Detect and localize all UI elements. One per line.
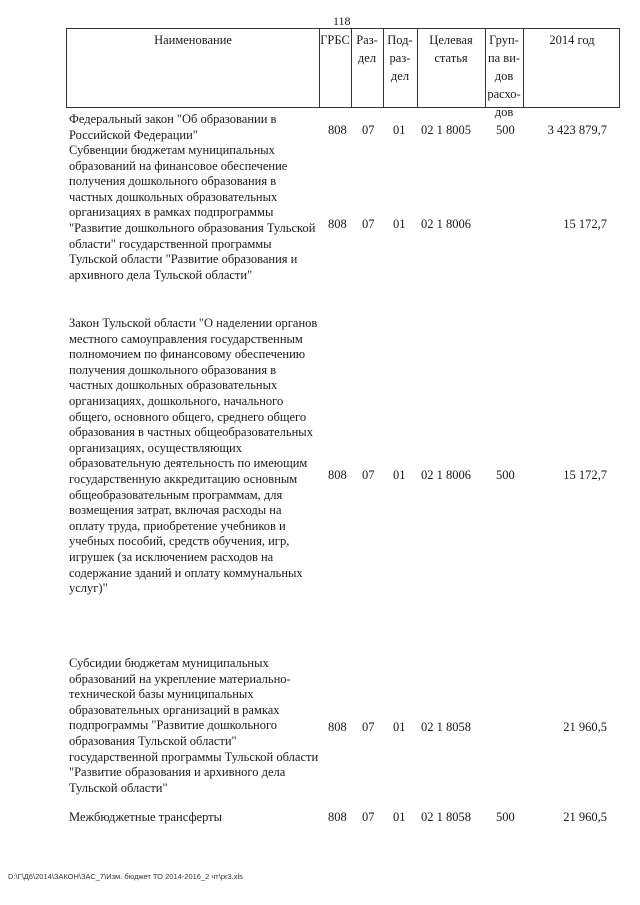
row-name: Субсидии бюджетам муниципальных образований на укрепление материально-технической базы муниципальных образовательных организаций в рамках подпрограммы "Развитие дошкольного образования Тульской области" государственной программы Тульской области "Развитие образования и архивного дела Тульской области"	[69, 656, 319, 795]
row-grbs: 808	[328, 123, 347, 137]
row-grbs: 808	[328, 810, 347, 824]
row-amount: 3 423 879,7	[547, 123, 607, 137]
row-razdel: 07	[362, 123, 375, 137]
header-podrazdel-line: дел	[390, 69, 410, 83]
row-amount: 15 172,7	[563, 217, 607, 231]
header-grbs: ГРБС	[320, 33, 350, 47]
row-razdel: 07	[362, 720, 375, 734]
header-vid-line: дов	[494, 105, 514, 119]
header-vid-line: Груп-	[489, 33, 519, 47]
row-podrazdel: 01	[393, 468, 406, 482]
header-vid-line: па ви-	[487, 51, 521, 65]
row-razdel: 07	[362, 810, 375, 824]
row-target: 02 1 8006	[421, 217, 471, 231]
header-target	[417, 31, 485, 67]
header-podrazdel-line: Под-	[387, 33, 413, 47]
row-amount: 15 172,7	[563, 468, 607, 482]
header-podrazdel	[383, 31, 417, 85]
header-vid-line: расхо-	[487, 87, 521, 101]
header-vid-line: дов	[494, 69, 514, 83]
header-podrazdel-line: раз-	[389, 51, 411, 65]
row-amount: 21 960,5	[563, 720, 607, 734]
row-name: Субвенции бюджетам муниципальных образований на финансовое обеспечение получения дошкольного образования в частных дошкольных образовательных организациях в рамках подпрограммы "Развитие дошкольного образования Тульской области" государственной программы Тульской области "Развитие образования и архивного дела Тульской области"	[69, 143, 316, 282]
row-grbs: 808	[328, 468, 347, 482]
row-podrazdel: 01	[393, 720, 406, 734]
row-grbs: 808	[328, 720, 347, 734]
header-razdel-line: дел	[357, 51, 377, 65]
row-name: Межбюджетные трансферты	[69, 810, 223, 824]
row-razdel: 07	[362, 217, 375, 231]
header-vid	[485, 31, 523, 121]
row-grbs: 808	[328, 217, 347, 231]
row-vid: 500	[496, 810, 515, 824]
row-target: 02 1 8058	[421, 810, 471, 824]
row-target: 02 1 8006	[421, 468, 471, 482]
row-target: 02 1 8058	[421, 720, 471, 734]
row-razdel: 07	[362, 468, 375, 482]
row-vid: 500	[496, 468, 515, 482]
header-name: Наименование	[154, 33, 232, 47]
row-podrazdel: 01	[393, 810, 406, 824]
row-vid: 500	[496, 123, 515, 137]
header-razdel-line: Раз-	[356, 33, 378, 47]
row-podrazdel: 01	[393, 123, 406, 137]
page-number: 118	[333, 14, 351, 28]
table-header	[66, 28, 620, 119]
header-year: 2014 год	[549, 33, 595, 47]
row-amount: 21 960,5	[563, 810, 607, 824]
header-razdel	[351, 31, 383, 67]
row-podrazdel: 01	[393, 217, 406, 231]
row-target: 02 1 8005	[421, 123, 471, 137]
header-target-line: статья	[434, 51, 468, 65]
header-target-line: Целевая	[429, 33, 473, 47]
row-name: Федеральный закон "Об образовании в Российской Федерации"	[69, 112, 277, 142]
file-path-footer: D:\Г\Д6\2014\ЗАКОН\ЗАС_7\Изм. бюджет ТО 2014-2016_2 чт\pr3.xls	[8, 872, 243, 881]
row-name: Закон Тульской области "О наделении органов местного самоуправления государственным полномочием по финансовому обеспечению получения дошкольного образования в частных дошкольных образовательных организациях, дошкольного, начального общего, основного общего, среднего общего образования в частных общеобразовательных организациях, осуществляющих образовательную деятельность по имеющим государственную аккредитацию основным общеобразовательным программам, для возмещения затрат, включая расходы на оплату труда, приобретение учебников и учебных пособий, средств обучения, игр, игрушек (за исключением расходов на содержание зданий и оплату коммунальных услуг)"	[69, 316, 318, 596]
